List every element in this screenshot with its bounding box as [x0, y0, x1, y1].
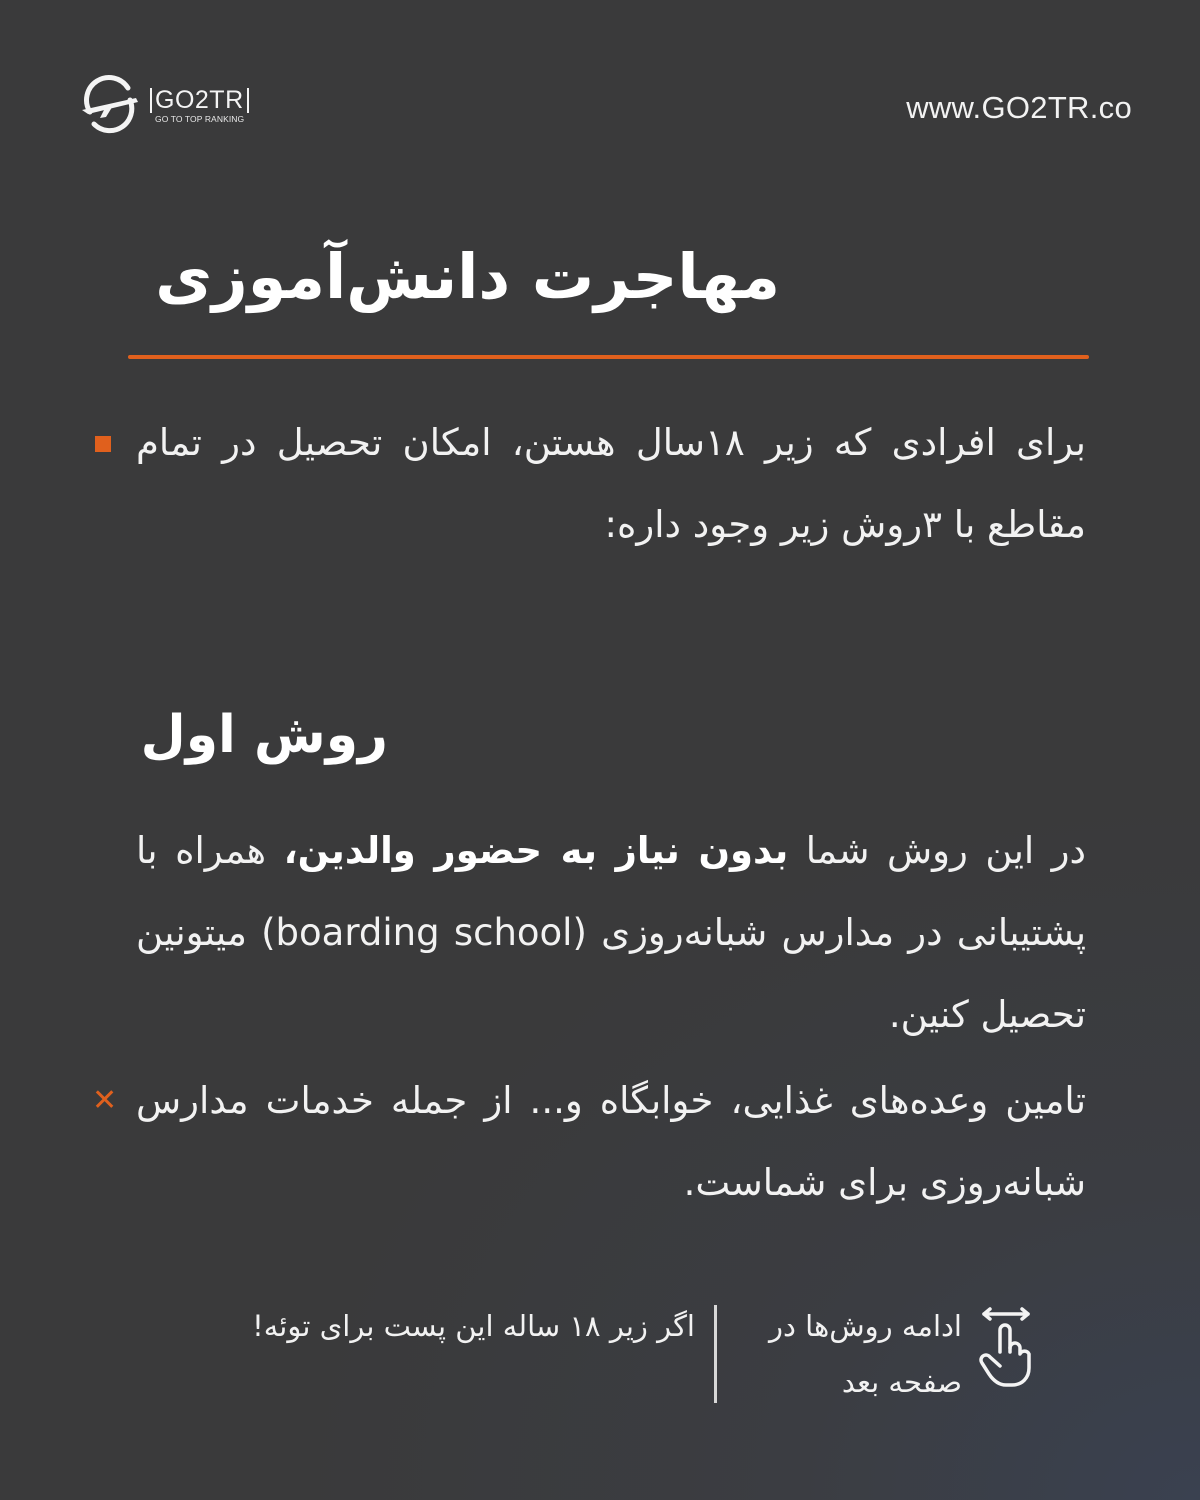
method-text-end: همراه با پشتیبانی در مدارس شبانه‌روزی (boarding school) میتونین تحصیل کنین.: [136, 829, 1086, 1036]
website-url: www.GO2TR.co: [906, 90, 1132, 125]
section-heading: روش اول: [140, 705, 388, 765]
services-paragraph: تامین وعده‌های غذایی، خوابگاه و... از جمله خدمات مدارس شبانه‌روزی برای شماست.: [136, 1079, 1086, 1204]
logo-tagline: GO TO TOP RANKING: [155, 114, 245, 125]
x-bullet-icon: ✕: [92, 1083, 118, 1118]
page-title: مهاجرت دانش‌آموزی: [155, 240, 780, 313]
logo-brand-name: GO2TR: [150, 88, 249, 113]
intro-paragraph: برای افرادی که زیر ۱۸سال هستن، امکان تحصیل در تمام مقاطع با ۳روش زیر وجود داره:: [136, 421, 1086, 546]
title-divider: [128, 355, 1089, 359]
airplane-logo-icon: [76, 72, 144, 140]
hand-swipe-icon: [976, 1306, 1036, 1390]
square-bullet-icon: [95, 436, 111, 452]
logo-wordmark: [150, 88, 249, 124]
method-paragraph: [136, 810, 1086, 1056]
method-text-start: در این روش شما: [788, 829, 1086, 872]
method-text-bold: بدون نیاز به حضور والدین،: [283, 829, 789, 872]
footer-divider: [714, 1305, 717, 1403]
next-page-hint: ادامه روش‌ها در صفحه بعد: [768, 1309, 962, 1399]
brand-logo: [76, 72, 249, 140]
footer-note: اگر زیر ۱۸ ساله این پست برای توئه!: [252, 1309, 695, 1343]
